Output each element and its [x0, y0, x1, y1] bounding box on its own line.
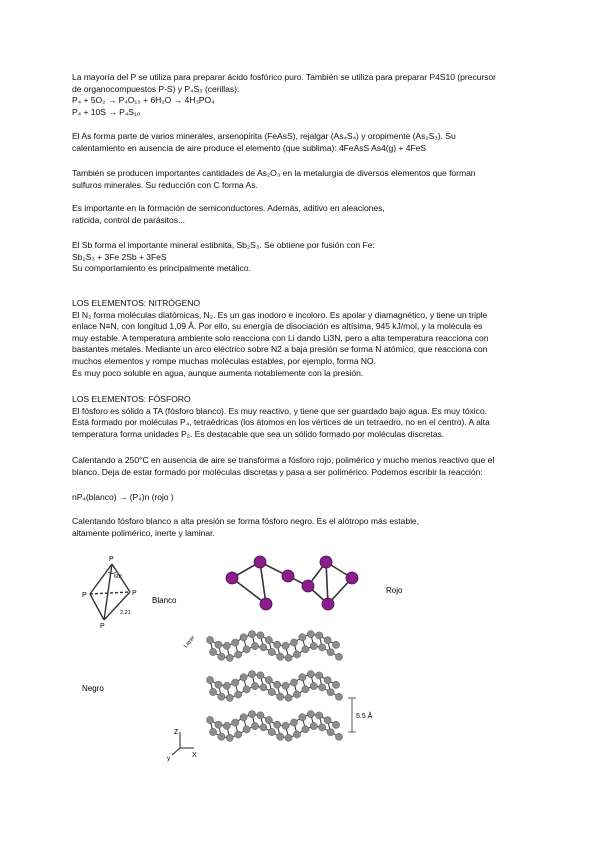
atom-label: P [109, 556, 114, 563]
phosphorus-atom [232, 639, 239, 646]
layer-spacing-marker [348, 698, 356, 732]
phosphorus-atom [248, 711, 255, 718]
angle-label: 60° [114, 574, 123, 580]
text-line: temperatura forma unidades P₂. Es destacable que sea un sólido formado por moléculas discretas. [72, 428, 445, 439]
phosphorus-atom [282, 642, 289, 649]
phosphorus-atom [257, 712, 264, 719]
phosphorus-atom [327, 689, 334, 696]
phosphorus-atom [290, 679, 297, 686]
phosphorus-atom [274, 681, 281, 688]
atom-label: P [82, 592, 87, 599]
red-phosphorus-chain [232, 562, 352, 604]
phosphorus-atom [307, 711, 314, 718]
phosphorus-atom [223, 642, 230, 649]
phosphorus-atom [319, 724, 326, 731]
phosphorus-atom [265, 637, 272, 644]
phosphorus-atom [206, 636, 213, 643]
text-line: Es muy poco soluble en agua, aunque aumenta notablemente con la presión. [72, 367, 364, 378]
phosphorus-atom [277, 733, 284, 740]
axis-label-x: X [192, 752, 197, 759]
phosphorus-atom [282, 682, 289, 689]
section-phosphorus [72, 394, 552, 440]
phosphorus-atom [285, 694, 292, 701]
phosphorus-atom [335, 653, 342, 660]
black-phosphorus-layer [206, 711, 342, 742]
phosphorus-atom [209, 648, 216, 655]
phosphorus-atom [290, 639, 297, 646]
phosphorus-atom [274, 641, 281, 648]
equation-line: nP₄(blanco) → (P₄)n (rojo ) [72, 492, 174, 502]
text-line: muchos elementos y rompe muchas moléculas estables, por ejemplo, forma NO. [72, 355, 376, 366]
text-line: calentamiento en ausencia de aire produce el elemento (que sublima): 4FeAsS As4(g) + 4FeS [72, 142, 427, 153]
phosphorus-atom [274, 721, 281, 728]
phosphorus-atom [319, 684, 326, 691]
phosphorus-atom [215, 641, 222, 648]
text-line: de organocompuestos P-S) y P₄S₃ (cerillas): [72, 83, 240, 94]
phosphorus-atom [206, 676, 213, 683]
phosphorus-atom [332, 641, 339, 648]
phosphorus-atom [290, 719, 297, 726]
phosphorus-atom [285, 734, 292, 741]
axis-label-y: y [167, 756, 170, 762]
text-line: El Sb forma el importante mineral estibnita, Sb₂S₃. Se obtiene por fusión con Fe: [72, 240, 375, 250]
phosphorus-atom [243, 726, 250, 733]
phosphorus-atom [327, 649, 334, 656]
phosphorus-atom [332, 681, 339, 688]
phosphorus-atom [218, 653, 225, 660]
phosphorus-atom [285, 654, 292, 661]
text-line: La mayoría del P se utiliza para preparar ácido fosfórico puro. También se utiliza para preparar P4S10 (precursor [72, 72, 496, 82]
phosphorus-atom [240, 674, 247, 681]
text-line: El fósforo es sólido a TA (fósforo blanco). Es muy reactivo, y tiene que ser guardado bajo agua. Es muy tóxico. [72, 405, 487, 416]
text-line: El As forma parte de varios minerales, arsenopirita (FeAsS), rejalgar (As₄S₄) y oropimente (As₂S₃). Su [72, 131, 456, 141]
phosphorus-atom [209, 728, 216, 735]
section-nitrogen [72, 298, 552, 379]
paragraph-arsenic-oxide [72, 168, 552, 191]
text-line: bastantes metales. Mediante un arco eléctrico sobre N2 a baja presión se forma N atómico, que reacciona con [72, 344, 488, 355]
text-line: Calentando fósforo blanco a alta presión se forma fósforo negro. Es el alótropo más estable, [72, 516, 419, 526]
text-line: blanco. Deja de estar formado por moléculas discretas y pasa a ser polimérico. Podemos escribir la reacción: [72, 466, 483, 477]
label-blanco: Blanco [152, 596, 177, 605]
phosphorus-atom [215, 721, 222, 728]
section-heading: LOS ELEMENTOS: NITRÓGENO [72, 298, 201, 308]
phosphorus-atom [226, 654, 233, 661]
phosphorus-atom [319, 644, 326, 651]
phosphorus-atom [260, 644, 267, 651]
phosphorus-atom [268, 729, 275, 736]
phosphorus-atom [223, 682, 230, 689]
phosphorus-atom [218, 733, 225, 740]
paragraph-red-phosphorus [72, 455, 552, 478]
text-line: Es importante en la formación de semiconductores. Además, aditivo en aleaciones, [72, 203, 385, 213]
black-phosphorus-layer [206, 671, 342, 702]
phosphorus-atom [235, 731, 242, 738]
phosphorus-atom [240, 714, 247, 721]
allotropes-figure [60, 548, 480, 768]
phosphorus-atom [307, 671, 314, 678]
phosphorus-atom [299, 674, 306, 681]
phosphorus-atom [265, 717, 272, 724]
phosphorus-atom [235, 691, 242, 698]
atom-label: P [132, 590, 137, 597]
phosphorus-atom [307, 631, 314, 638]
text-line: altamente polimérico, inerte y laminar. [72, 527, 215, 538]
phosphorus-atom [324, 637, 331, 644]
phosphorus-atom [232, 679, 239, 686]
phosphorus-atom [316, 672, 323, 679]
bond-length-label: 2.21 [120, 610, 131, 616]
phosphorus-atom [235, 651, 242, 658]
text-line: sulfuros minerales. Su reducción con C forma As. [72, 179, 258, 190]
black-phosphorus-layer [206, 631, 342, 662]
phosphorus-atom [293, 691, 300, 698]
phosphorus-atom [310, 723, 317, 730]
phosphorus-atom [293, 651, 300, 658]
phosphorus-atom [206, 716, 213, 723]
text-line: Está formado por moléculas P₄, tetraédricas (los átomos en los vértices de un tetraedro, no en el centro). A alta [72, 417, 490, 428]
label-negro: Negro [82, 684, 104, 693]
phosphorus-atom [268, 649, 275, 656]
phosphorus-atom [243, 686, 250, 693]
phosphorus-atom [251, 683, 258, 690]
text-line: enlace N≡N, con longitud 1,09 Å. Por ello, su energía de disociación es altísima, 945 kJ/mol, y la molécula es [72, 321, 483, 332]
phosphorus-atom [302, 726, 309, 733]
layer-spacing-label: 5.5 Å [356, 713, 373, 720]
phosphorus-atom [335, 693, 342, 700]
text-line: El N₂ forma moléculas diatómicas, N₂. Es un gas inodoro e incoloro. Es apolar y diamagnético, y tiene un triple [72, 309, 488, 320]
paragraph-phosphoric-acid [72, 72, 552, 118]
text-line: muy estable. A temperatura ambiente solo reacciona con Li dando Li3N, pero a alta temperatura reacciona con [72, 332, 489, 343]
phosphorus-atom [310, 683, 317, 690]
phosphorus-atom [240, 634, 247, 641]
phosphorus-atom [226, 734, 233, 741]
paragraph-arsenic-minerals [72, 131, 552, 154]
phosphorus-atom [248, 671, 255, 678]
paragraph-semiconductors [72, 203, 552, 226]
atom-label: P [100, 623, 105, 630]
phosphorus-atom [277, 653, 284, 660]
paragraph-antimony [72, 240, 552, 275]
equation-line: P₄ + 5O₂ → P₄O₁₀ + 6H₂O → 4H₃PO₄ [72, 95, 215, 106]
phosphorus-atom [316, 632, 323, 639]
phosphorus-atom [260, 684, 267, 691]
phosphorus-atom [268, 689, 275, 696]
phosphorus-atom [218, 693, 225, 700]
phosphorus-atom [332, 721, 339, 728]
phosphorus-atom [324, 677, 331, 684]
text-line: Calentando a 250°C en ausencia de aire se transforma a fósforo rojo, polimérico y mucho menos reactivo que el [72, 455, 495, 465]
phosphorus-atom [277, 693, 284, 700]
phosphorus-atom [302, 686, 309, 693]
phosphorus-atom [223, 722, 230, 729]
equation-line: Sb₂S₃ + 3Fe 2Sb + 3FeS [72, 251, 167, 262]
phosphorus-atom [293, 731, 300, 738]
phosphorus-atom [209, 688, 216, 695]
phosphorus-atom [335, 733, 342, 740]
layer-tag: Layer [182, 634, 197, 650]
phosphorus-atom [310, 643, 317, 650]
phosphorus-atom [251, 723, 258, 730]
phosphorus-atom [226, 694, 233, 701]
phosphorus-atom [282, 722, 289, 729]
text-line: raticida, control de parásitos... [72, 214, 185, 225]
phosphorus-atom [257, 632, 264, 639]
phosphorus-atom [302, 646, 309, 653]
phosphorus-atom [327, 729, 334, 736]
equation-line: P₄ + 10S → P₄S₁₀ [72, 106, 141, 117]
phosphorus-atom [299, 714, 306, 721]
allotropes-illustration [60, 548, 480, 768]
phosphorus-atom [257, 672, 264, 679]
text-line: También se producen importantes cantidades de As₂O₃ en la metalurgia de diversos elementos que forman [72, 168, 476, 178]
phosphorus-atom [251, 643, 258, 650]
phosphorus-atom [232, 719, 239, 726]
phosphorus-atom [299, 634, 306, 641]
phosphorus-atom [243, 646, 250, 653]
text-line: Su comportamiento es principalmente metálico. [72, 263, 251, 274]
phosphorus-atom [215, 681, 222, 688]
phosphorus-atom [260, 724, 267, 731]
phosphorus-atom [248, 631, 255, 638]
red-phosphorus-atoms [226, 556, 358, 610]
phosphorus-atom [265, 677, 272, 684]
reaction-equation [72, 492, 552, 504]
axis-label-z: Z [174, 729, 179, 736]
phosphorus-atom [316, 712, 323, 719]
phosphorus-atom [324, 717, 331, 724]
section-heading: LOS ELEMENTOS: FÓSFORO [72, 394, 191, 404]
label-rojo: Rojo [386, 586, 403, 595]
paragraph-black-phosphorus [72, 516, 552, 539]
